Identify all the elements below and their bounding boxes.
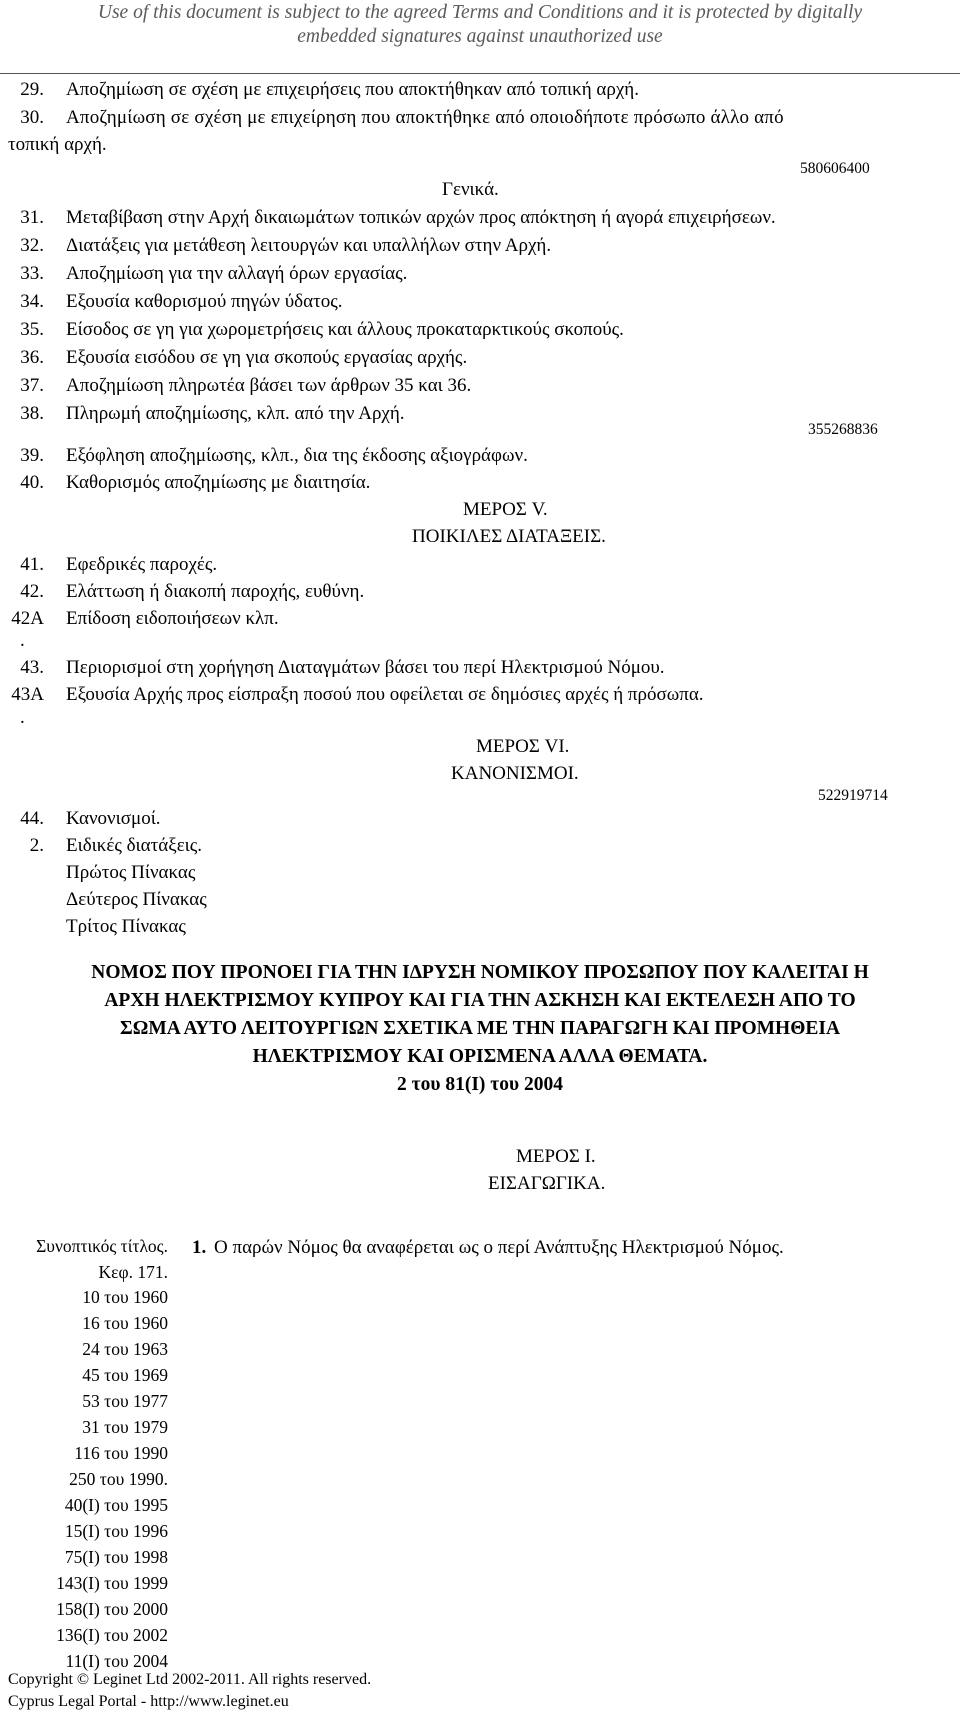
toc-entry: Κανονισμοί. [66, 808, 161, 829]
header-notice-line1: Use of this document is subject to the agreed Terms and Conditions and it is protected by digitally [97, 2, 863, 23]
margin-note-heading: Συνοπτικός τίτλος. [36, 1236, 168, 1256]
toc-entry: Εξόφληση αποζημίωσης, κλπ., δια της έκδοσης αξιογράφων. [66, 445, 528, 466]
margin-note: 158(Ι) του 2000 [56, 1599, 168, 1619]
toc-number: 42Α [11, 608, 44, 629]
toc-number: 31. [20, 207, 44, 228]
toc-entry: Μεταβίβαση στην Αρχή δικαιωμάτων τοπικών αρχών προς απόκτηση ή αγορά επιχειρήσεων. [66, 207, 776, 228]
toc-number: 41. [20, 554, 44, 575]
toc-entry: Ελάττωση ή διακοπή παροχής, ευθύνη. [66, 581, 365, 602]
margin-note: 40(Ι) του 1995 [64, 1495, 168, 1515]
toc-entry: Εξουσία Αρχής προς είσπραξη ποσού που οφείλεται σε δημόσιες αρχές ή πρόσωπα. [66, 684, 704, 705]
law-title-line: ΗΛΕΚΤΡΙΣΜΟΥ ΚΑΙ ΟΡΙΣΜΕΝΑ ΑΛΛΑ ΘΕΜΑΤΑ. [252, 1046, 708, 1067]
margin-note: 10 του 1960 [82, 1287, 168, 1307]
toc-number: 34. [20, 291, 44, 312]
toc-number: 33. [20, 263, 44, 284]
margin-note: 136(Ι) του 2002 [56, 1625, 168, 1645]
law-number: 2 του 81(Ι) του 2004 [396, 1074, 564, 1095]
toc-number: 36. [20, 347, 44, 368]
toc-number: 30. [20, 107, 44, 128]
part-title: ΜΕΡΟΣ Ι. [516, 1146, 596, 1167]
toc-entry: Εφεδρικές παροχές. [66, 554, 218, 575]
margin-note: 143(Ι) του 1999 [56, 1573, 168, 1593]
toc-entry: Πληρωμή αποζημίωσης, κλπ. από την Αρχή. [66, 403, 405, 424]
margin-note: 11(Ι) του 2004 [65, 1651, 168, 1671]
toc-entry: Διατάξεις για μετάθεση λειτουργών και υπαλλήλων στην Αρχή. [66, 235, 552, 256]
law-title-line: ΑΡΧΗ ΗΛΕΚΤΡΙΣΜΟΥ ΚΥΠΡΟΥ ΚΑΙ ΓΙΑ ΤΗΝ ΑΣΚΗΣΗ ΚΑΙ ΕΚΤΕΛΕΣΗ ΑΠΟ ΤΟ [104, 990, 856, 1011]
toc-number: 44. [20, 808, 44, 829]
margin-note: 16 του 1960 [82, 1313, 168, 1333]
toc-number: 35. [20, 319, 44, 340]
document-id: 355268836 [808, 421, 878, 438]
toc-entry: Αποζημίωση για την αλλαγή όρων εργασίας. [66, 263, 408, 284]
law-title-line: ΝΟΜΟΣ ΠΟΥ ΠΡΟΝΟΕΙ ΓΙΑ ΤΗΝ ΙΔΡΥΣΗ ΝΟΜΙΚΟΥ ΠΡΟΣΩΠΟΥ ΠΟΥ ΚΑΛΕΙΤΑΙ Η [91, 962, 869, 983]
part-subtitle: ΚΑΝΟΝΙΣΜΟΙ. [451, 763, 579, 784]
toc-number: 32. [20, 235, 44, 256]
toc-number-dot: . [20, 630, 25, 651]
toc-entry: Περιορισμοί στη χορήγηση Διαταγμάτων βάσει του περί Ηλεκτρισμού Νόμου. [66, 657, 665, 678]
schedule-entry: Πρώτος Πίνακας [66, 862, 196, 883]
document-id: 580606400 [800, 160, 870, 177]
section-number: 1. [192, 1237, 207, 1258]
margin-note: 45 του 1969 [82, 1365, 168, 1385]
margin-note: 15(Ι) του 1996 [64, 1521, 168, 1541]
section-heading-general: Γενικά. [442, 179, 499, 200]
toc-number: 40. [20, 472, 44, 493]
toc-number: 43. [20, 657, 44, 678]
margin-note: 53 του 1977 [82, 1391, 168, 1411]
toc-entry: Εξουσία καθορισμού πηγών ύδατος. [66, 291, 343, 312]
toc-number-dot: . [20, 707, 25, 728]
margin-note: 31 του 1979 [82, 1417, 168, 1437]
footer-portal-link[interactable]: Cyprus Legal Portal - http://www.leginet.eu [8, 1693, 289, 1710]
toc-number: 2. [29, 835, 44, 856]
toc-entry: Επίδοση ειδοποιήσεων κλπ. [66, 608, 279, 629]
schedule-entry: Τρίτος Πίνακας [66, 916, 186, 937]
margin-note: 116 του 1990 [74, 1443, 168, 1463]
footer-copyright: Copyright © Leginet Ltd 2002-2011. All rights reserved. [8, 1671, 372, 1688]
toc-entry: Ειδικές διατάξεις. [66, 835, 203, 856]
toc-entry: Αποζημίωση σε σχέση με επιχειρήσεις που αποκτήθηκαν από τοπική αρχή. [66, 79, 639, 100]
toc-entry: Είσοδος σε γη για χωρομετρήσεις και άλλους προκαταρκτικούς σκοπούς. [66, 319, 624, 340]
schedule-entry: Δεύτερος Πίνακας [66, 889, 207, 910]
toc-entry: Αποζημίωση πληρωτέα βάσει των άρθρων 35 και 36. [66, 375, 472, 396]
toc-number: 43Α [11, 684, 44, 705]
law-title-line: ΣΩΜΑ ΑΥΤΟ ΛΕΙΤΟΥΡΓΙΩΝ ΣΧΕΤΙΚΑ ΜΕ ΤΗΝ ΠΑΡΑΓΩΓΗ ΚΑΙ ΠΡΟΜΗΘΕΙΑ [119, 1018, 841, 1039]
toc-number: 29. [20, 79, 44, 100]
toc-entry: Εξουσία εισόδου σε γη για σκοπούς εργασίας αρχής. [66, 347, 468, 368]
toc-entry: Καθορισμός αποζημίωσης με διαιτησία. [66, 472, 371, 493]
margin-note: 75(Ι) του 1998 [64, 1547, 168, 1567]
margin-note: 24 του 1963 [82, 1339, 168, 1359]
section-text: Ο παρών Νόμος θα αναφέρεται ως ο περί Ανάπτυξης Ηλεκτρισμού Νόμος. [214, 1237, 784, 1258]
toc-number: 42. [20, 581, 44, 602]
part-subtitle: ΕΙΣΑΓΩΓΙΚΑ. [488, 1173, 606, 1194]
toc-number: 39. [20, 445, 44, 466]
toc-entry-continuation: τοπική αρχή. [8, 134, 107, 155]
part-title: ΜΕΡΟΣ V. [463, 499, 548, 520]
toc-number: 38. [20, 403, 44, 424]
toc-number: 37. [20, 375, 44, 396]
header-notice-line2: embedded signatures against unauthorized use [297, 26, 663, 47]
header-divider [0, 73, 960, 74]
part-subtitle: ΠΟΙΚΙΛΕΣ ΔΙΑΤΑΞΕΙΣ. [412, 526, 606, 547]
margin-note: 250 του 1990. [69, 1469, 168, 1489]
toc-entry: Αποζημίωση σε σχέση με επιχείρηση που αποκτήθηκε από οποιοδήποτε πρόσωπο άλλο από [66, 107, 784, 128]
part-title: ΜΕΡΟΣ VI. [476, 736, 570, 757]
margin-note: Κεφ. 171. [98, 1262, 168, 1282]
document-id: 522919714 [818, 787, 888, 804]
